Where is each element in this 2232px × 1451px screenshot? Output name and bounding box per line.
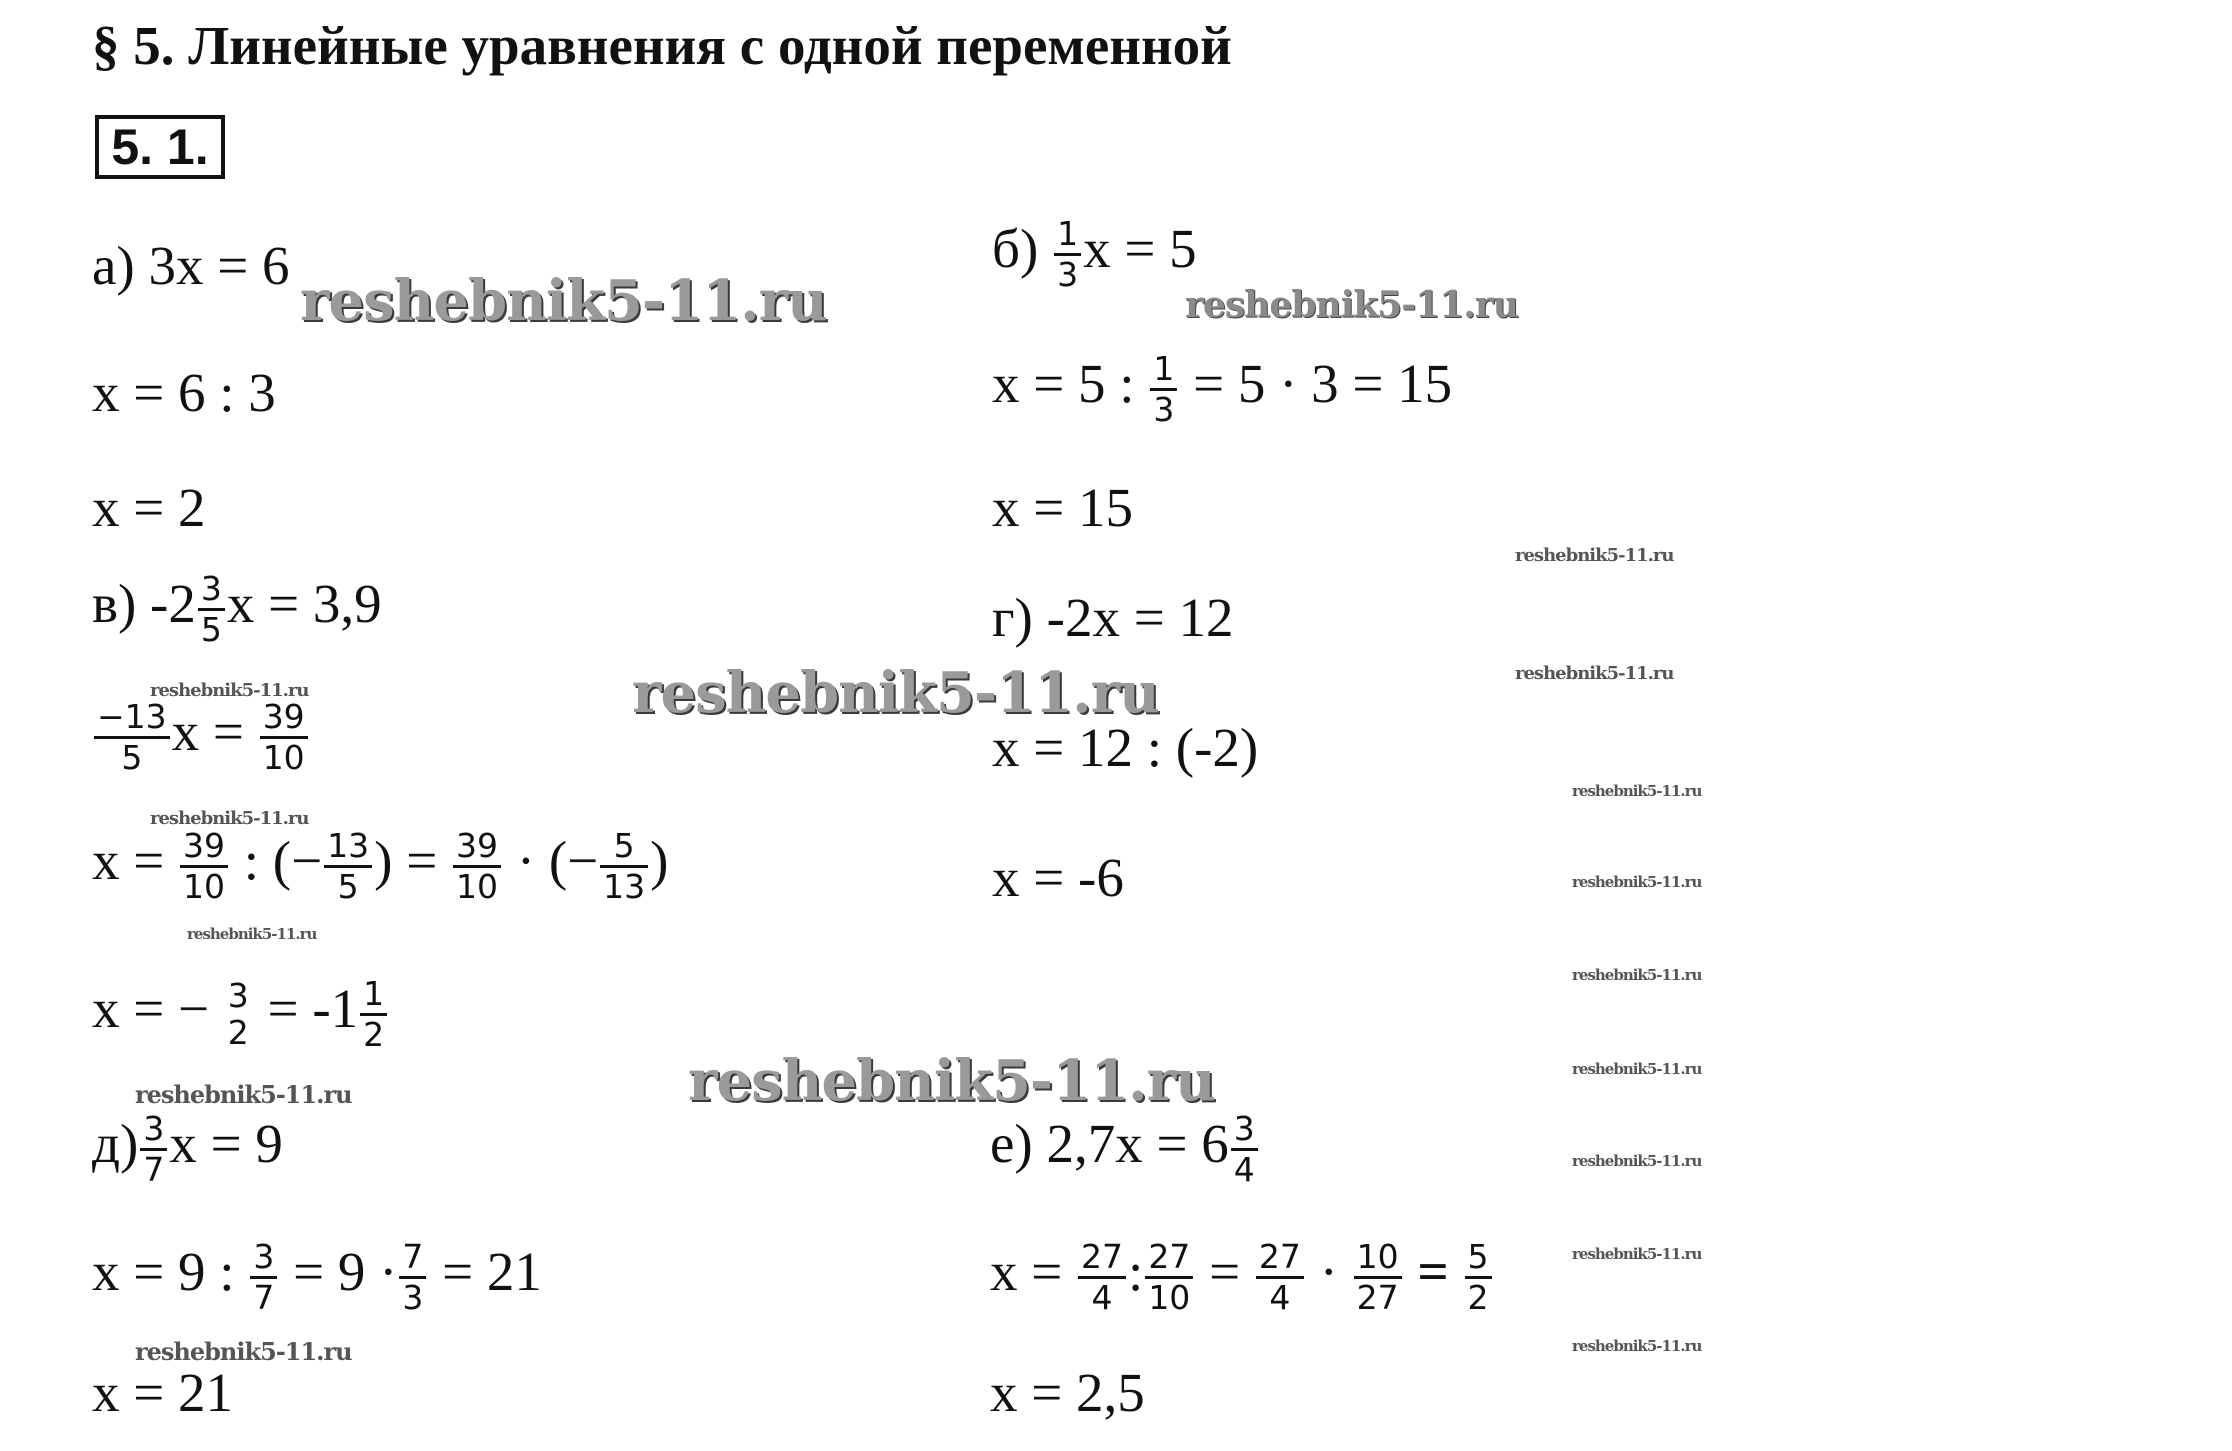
watermark: reshebnik5-11.ru bbox=[688, 1048, 1215, 1114]
equation-text: · (− bbox=[516, 830, 599, 892]
problem-a-answer: х = 2 bbox=[92, 477, 206, 538]
equation-text: х = bbox=[171, 701, 244, 763]
fraction: $\frac{5}{13}$ bbox=[600, 827, 648, 906]
problem-d-equation bbox=[92, 1110, 283, 1189]
problem-g-label: г) bbox=[992, 587, 1033, 648]
equation-text: х = 9 : bbox=[92, 1241, 235, 1303]
watermark: reshebnik5-11.ru bbox=[1572, 1152, 1702, 1170]
fraction: $\frac{39}{10}$ bbox=[260, 698, 308, 777]
problem-v-label: в) bbox=[92, 573, 137, 635]
equation-text: х = bbox=[990, 1241, 1063, 1303]
equation-text: = bbox=[1209, 1241, 1241, 1303]
fraction: 3 2 bbox=[227, 975, 249, 1053]
problem-g-equation bbox=[992, 587, 1234, 648]
watermark: reshebnik5-11.ru bbox=[135, 1337, 352, 1366]
problem-b-answer: х = 15 bbox=[992, 477, 1134, 538]
fraction: $\frac{1}{3}$ bbox=[1054, 215, 1081, 294]
fraction: $\frac{27}{4}$ bbox=[1078, 1238, 1126, 1317]
equation-text: = 9 · bbox=[293, 1241, 398, 1303]
problem-e-label: е) bbox=[990, 1113, 1033, 1175]
equation-text: = 21 bbox=[442, 1241, 542, 1303]
problem-v-answer bbox=[92, 975, 389, 1054]
watermark: reshebnik5-11.ru bbox=[1572, 1337, 1702, 1355]
problem-e-answer: х = 2,5 bbox=[990, 1362, 1145, 1423]
watermark: reshebnik5-11.ru bbox=[632, 660, 1159, 726]
problem-a-label: а) bbox=[92, 235, 135, 296]
equation-text: х = 3,9 bbox=[226, 573, 382, 635]
equation-text: -2 bbox=[150, 573, 196, 635]
equation-text: = bbox=[1417, 1241, 1449, 1303]
fraction: $\frac{-13}{5}$ bbox=[94, 698, 170, 777]
watermark: reshebnik5-11.ru bbox=[187, 925, 317, 943]
equation-text: ) = bbox=[374, 830, 438, 892]
watermark: reshebnik5-11.ru bbox=[150, 808, 309, 829]
watermark: reshebnik5-11.ru bbox=[1515, 663, 1674, 684]
problem-g-answer: х = -6 bbox=[992, 847, 1124, 908]
watermark: reshebnik5-11.ru bbox=[1572, 1245, 1702, 1263]
watermark: reshebnik5-11.ru bbox=[300, 268, 827, 334]
problem-d-label: д) bbox=[92, 1113, 139, 1175]
task-number-box: 5. 1. bbox=[95, 115, 225, 179]
fraction: $\frac{1}{3}$ bbox=[1150, 350, 1177, 429]
problem-e-equation bbox=[990, 1110, 1260, 1189]
watermark: reshebnik5-11.ru bbox=[135, 1080, 352, 1109]
problem-v-equation bbox=[92, 570, 382, 649]
equation-text: = -1 bbox=[267, 978, 359, 1040]
fraction: $\frac{3}{7}$ bbox=[250, 1238, 277, 1317]
fraction: $\frac{27}{10}$ bbox=[1145, 1238, 1193, 1317]
watermark: reshebnik5-11.ru bbox=[1572, 873, 1702, 891]
equation-text: -2х = 12 bbox=[1046, 587, 1234, 648]
equation-text: · bbox=[1319, 1241, 1338, 1303]
watermark: reshebnik5-11.ru bbox=[1515, 545, 1674, 566]
problem-b-step-1 bbox=[992, 350, 1452, 429]
equation-text: 3х = 6 bbox=[148, 235, 290, 296]
watermark: reshebnik5-11.ru bbox=[1185, 284, 1518, 326]
problem-v-step-1 bbox=[92, 698, 310, 777]
problem-d-answer: х = 21 bbox=[92, 1362, 234, 1423]
equation-text: : bbox=[1128, 1241, 1144, 1303]
problem-g-step-1: х = 12 : (-2) bbox=[992, 717, 1259, 778]
equation-text: х = bbox=[92, 830, 165, 892]
problem-b-equation bbox=[992, 215, 1197, 294]
equation-text: ) bbox=[650, 830, 669, 892]
problem-d-step-1 bbox=[92, 1238, 542, 1317]
equation-text: = 5 · 3 = 15 bbox=[1193, 353, 1453, 415]
fraction: $\frac{27}{4}$ bbox=[1256, 1238, 1304, 1317]
fraction: $\frac{39}{10}$ bbox=[453, 827, 501, 906]
fraction: $\frac{3}{5}$ bbox=[198, 570, 225, 649]
fraction: $\frac{10}{27}$ bbox=[1354, 1238, 1402, 1317]
problem-b-label: б) bbox=[992, 218, 1039, 280]
problem-a-equation bbox=[92, 235, 290, 296]
watermark: reshebnik5-11.ru bbox=[1572, 1060, 1702, 1078]
equation-text: х = 5 : bbox=[992, 353, 1135, 415]
fraction: $\frac{5}{2}$ bbox=[1465, 1238, 1492, 1317]
fraction: $\frac{39}{10}$ bbox=[180, 827, 228, 906]
fraction: $\frac{3}{7}$ bbox=[140, 1110, 167, 1189]
watermark: reshebnik5-11.ru bbox=[1572, 782, 1702, 800]
equation-text: х = 9 bbox=[169, 1113, 283, 1175]
watermark: reshebnik5-11.ru bbox=[1572, 966, 1702, 984]
equation-text: х = 5 bbox=[1083, 218, 1197, 280]
page-title: § 5. Линейные уравнения с одной переменной bbox=[92, 15, 1232, 76]
equation-text: : (− bbox=[243, 830, 323, 892]
fraction: $\frac{7}{3}$ bbox=[399, 1238, 426, 1317]
problem-e-step-1 bbox=[990, 1238, 1494, 1317]
equation-text: 2,7х = 6 bbox=[1046, 1113, 1229, 1175]
fraction: $\frac{13}{5}$ bbox=[324, 827, 372, 906]
equation-text: х = − bbox=[92, 978, 210, 1040]
fraction: $\frac{1}{2}$ bbox=[360, 975, 387, 1054]
problem-a-step-1: х = 6 : 3 bbox=[92, 362, 276, 423]
fraction: $\frac{3}{4}$ bbox=[1231, 1110, 1258, 1189]
watermark: reshebnik5-11.ru bbox=[150, 680, 309, 701]
problem-v-step-2 bbox=[92, 827, 668, 906]
